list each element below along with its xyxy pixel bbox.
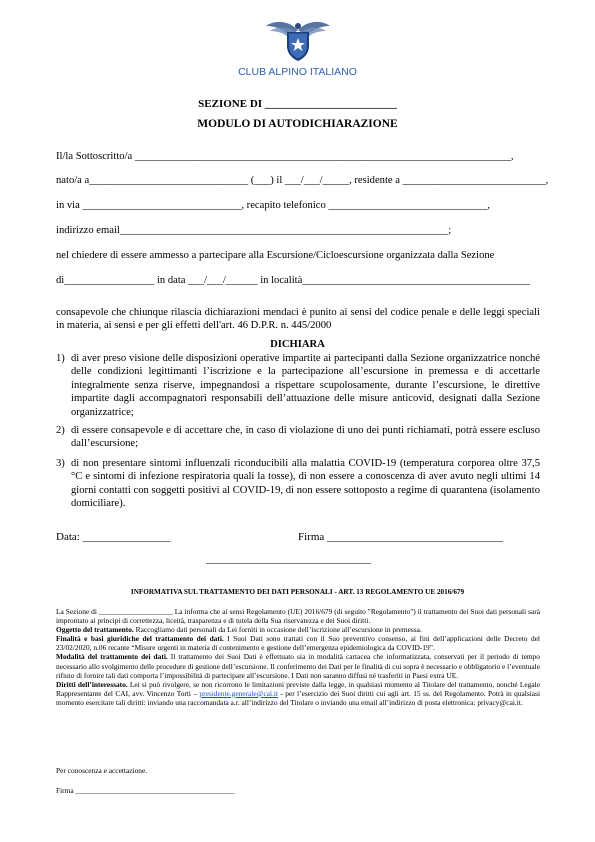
diritti-text-continued: - per l’esercizio dei Suoi diritti cui agli art. 15 ss. del Regolamento. Potrà in qualsiasi momento esercitare tali diritti: inviando una raccomandata a.r. all’indirizzo del Titolare o inviando una email all’indirizzo di posta elettronica: privacy@cai.it.: [56, 688, 540, 707]
declaration-number: 1): [56, 353, 65, 364]
modalita-text: Il trattamento dei Suoi Dati è effettuato sia in modalità cartacea che informatizzata, conservati per il periodo di tempo necessario allo svolgimento delle procedure di gestione dell’escursione. Il conferimento dei Dati per le finalità di cui sopra è necessario e obbligatorio e l’eventuale rifiuto di fornire tali dati comporta l’impossibilità di partecipare all’escursione. I Dati non saranno diffusi né trasferiti in Paesi extra UE.: [56, 652, 540, 680]
diritti-label: Diritti dell’interessato.: [56, 679, 128, 689]
field-section-date-location[interactable]: di_________________ in data ___/___/______ in località___________________________________________: [56, 275, 531, 286]
field-address-phone[interactable]: in via ______________________________, recapito telefonico ______________________________,: [56, 200, 491, 211]
request-line: nel chiedere di essere ammesso a partecipare alla Escursione/Cicloescursione organizzata dalla Sezione: [56, 250, 495, 261]
privacy-signature-field[interactable]: Firma ___________________________________________: [56, 786, 235, 795]
oggetto-label: Oggetto del trattamento.: [56, 625, 134, 635]
declaration-text: di essere consapevole e di accettare che, in caso di violazione di uno dei punti richiamati, potrà essere escluso dall’escursione;: [71, 425, 540, 450]
field-birth-residence[interactable]: nato/a a______________________________ (___) il ___/___/_____, residente a ___________________________,: [56, 175, 549, 186]
privacy-title: INFORMATIVA SUL TRATTAMENTO DEI DATI PERSONALI - ART. 13 REGOLAMENTO UE 2016/679: [130, 588, 465, 596]
modalita-label: Modalità del trattamento dei dati.: [56, 652, 168, 662]
org-name: CLUB ALPINO ITALIANO: [238, 66, 357, 78]
document-title: MODULO DI AUTODICHIARAZIONE: [197, 118, 398, 130]
signature-underline: ______________________________: [206, 553, 371, 565]
declare-heading: DICHIARA: [270, 339, 325, 350]
field-email[interactable]: indirizzo email______________________________________________________________;: [56, 225, 452, 236]
sezione-heading: SEZIONE DI ________________________: [198, 98, 397, 110]
acceptance-text: Per conoscenza e accettazione.: [56, 766, 148, 775]
privacy-finalita: [56, 634, 540, 652]
declaration-item: [56, 352, 540, 419]
privacy-modalita: [56, 652, 540, 679]
awareness-paragraph: consapevole che chiunque rilascia dichiarazioni mendaci è punito ai sensi del codice penale e delle leggi speciali in materia, ai sensi e per gli effetti dell'art. 46 D.P.R. n. 445/2000: [56, 307, 540, 331]
declaration-text: di aver preso visione delle disposizioni operative impartite ai partecipanti dalla Sezione organizzatrice nonché delle condizioni legittimanti l’iscrizione e la partecipazione all’escursione in premessa e di accettarle integralmente senza riserve, impegnandosi a rispettare scupolosamente, durante l’escursione, le direttive impartite dagli accompagnatori responsabili dell’attuazione delle misure anticovid, designati dalla Sezione organizzatrice;: [71, 353, 540, 418]
oggetto-text: Raccogliamo dati personali da Lei forniti in occasione dell’iscrizione all’escursione in premessa.: [133, 625, 422, 635]
declaration-number: 2): [56, 425, 65, 436]
privacy-oggetto: [56, 625, 540, 634]
signature-field[interactable]: Firma ________________________________: [298, 531, 504, 543]
privacy-diritti: [56, 680, 540, 707]
diritti-text: Lei si può rivolgere, se non ricorrono le limitazioni previste dalla legge, in qualsiasi momento al Titolare del trattamento, nonché Legale Rappresentante del CAI, avv. Vincenzo Torti –: [56, 679, 540, 698]
finalita-label: Finalità e basi giuridiche del trattamento dei dati.: [56, 634, 224, 644]
declaration-text: di non presentare sintomi influenzali riconducibili alla malattia COVID-19 (temperatura corporea oltre 37,5 °C e sintomi di infezione respiratoria quali la tosse), di non essere a conoscenza di aver avuto negli ultimi 14 giorni contatti con soggetti positivi al COVID-19, di non essere sottoposto a regime di quarantena (isolamento domiciliare).: [71, 458, 540, 510]
declaration-number: 3): [56, 458, 65, 469]
field-sottoscritto[interactable]: Il/la Sottoscritto/a _______________________________________________________________________,: [56, 151, 514, 162]
privacy-body: [56, 607, 540, 707]
declaration-item: [56, 457, 540, 511]
date-field[interactable]: Data: ________________: [56, 531, 171, 543]
president-email-link[interactable]: presidente.generale@cai.it: [199, 688, 279, 698]
finalita-text: I Suoi Dati sono trattati con il Suo preventivo consenso, ai fini dell’applicazioni delle Decreto del 23/02/2020, n.06 recante “Misure urgenti in materia di contenimento e gestione dell’emergenza epidemiologica da COVID-19”.: [56, 634, 540, 653]
cai-logo-icon: [264, 14, 332, 64]
declaration-item: [56, 424, 540, 451]
privacy-intro: La Sezione di ____________________ La informa che ai sensi Regolamento (UE) 2016/679 (di seguito "Regolamento") il trattamento dei Suoi dati personali sarà improntato ai principi di correttezza, liceità, trasparenza e di tutela della Sua riservatezza e dei Suoi diritti.: [56, 607, 540, 626]
